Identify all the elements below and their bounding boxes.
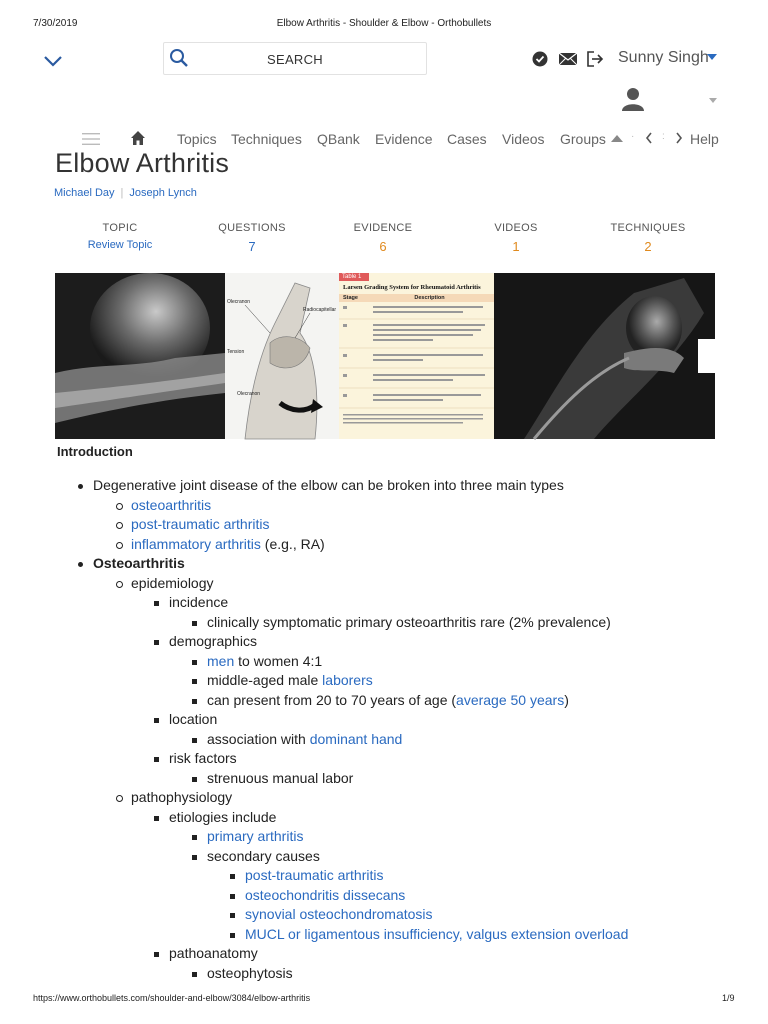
stat-evidence[interactable]	[318, 222, 448, 254]
link-dominant-hand[interactable]: dominant hand	[309, 730, 403, 747]
outline-item	[207, 613, 737, 633]
outline-text: pathoanatomy	[169, 945, 258, 961]
chevron-left-icon[interactable]	[645, 132, 653, 144]
outline-text: osteophytosis	[207, 964, 293, 981]
outline-text: clinically symptomatic primary osteoarthritis rare (2% prevalence)	[207, 613, 611, 630]
stat-value[interactable]: 7	[248, 239, 256, 254]
link-post-traumatic-arthritis[interactable]: post-traumatic arthritis	[131, 516, 270, 532]
outline-text: middle-aged male	[207, 672, 323, 688]
outline-item	[245, 886, 737, 906]
footer-url: https://www.orthobullets.com/shoulder-and-elbow/3084/elbow-arthritis	[33, 993, 311, 1003]
stat-value[interactable]: 1	[512, 239, 520, 254]
chevron-down-icon[interactable]	[40, 48, 66, 74]
outline-item	[169, 632, 737, 710]
outline-text: association with	[207, 730, 310, 747]
outline-text: epidemiology	[131, 574, 214, 591]
outline-text: Degenerative joint disease of the elbow can be broken into three main types	[93, 477, 564, 493]
print-date: 7/30/2019	[33, 18, 78, 29]
outline-item	[207, 652, 737, 672]
stat-topic[interactable]	[55, 222, 185, 251]
caret-up-icon[interactable]	[611, 134, 623, 142]
stat-questions[interactable]	[187, 222, 317, 254]
outline-item	[207, 730, 737, 750]
ct-scan-image[interactable]	[494, 273, 715, 439]
outline-item	[207, 769, 737, 789]
svg-text:Olecranon: Olecranon	[237, 391, 261, 397]
outline-item	[131, 788, 737, 983]
outline-item	[169, 593, 737, 632]
outline-item	[245, 925, 737, 945]
link-post-traumatic-arthritis[interactable]: post-traumatic arthritis	[245, 867, 384, 883]
mail-icon[interactable]	[558, 48, 578, 70]
outline-item	[169, 944, 737, 983]
link-men[interactable]: men	[207, 652, 235, 669]
link-primary-arthritis[interactable]: primary arthritis	[207, 828, 304, 844]
outline-text: pathophysiology	[131, 789, 233, 805]
avatar-caret-icon[interactable]	[709, 98, 717, 103]
stat-videos[interactable]	[451, 222, 581, 254]
home-icon[interactable]	[130, 130, 146, 146]
link-synovial-osteochondromatosis[interactable]: synovial osteochondromatosis	[245, 906, 433, 922]
section-heading-introduction: Introduction	[57, 444, 133, 459]
nav-qbank[interactable]: QBank	[317, 131, 360, 147]
chevron-right-icon[interactable]	[675, 132, 683, 144]
outline-text: strenuous manual labor	[207, 769, 354, 786]
stat-value[interactable]: 6	[379, 239, 387, 254]
nav-topics[interactable]: Topics	[177, 131, 217, 147]
table-title: Larsen Grading System for Rheumatoid Arthritis	[343, 284, 481, 291]
stat-label: QUESTIONS	[218, 222, 286, 234]
outline-text: etiologies include	[169, 808, 277, 825]
stat-value[interactable]: 2	[644, 239, 652, 254]
stat-label: TOPIC	[102, 222, 138, 234]
outline-item	[131, 496, 737, 516]
outline-text: incidence	[169, 594, 229, 610]
author-separator: |	[120, 187, 124, 199]
check-circle-icon[interactable]	[531, 48, 549, 70]
outline-text: )	[564, 691, 569, 708]
stat-label: EVIDENCE	[353, 222, 413, 234]
outline-item	[131, 574, 737, 789]
nav-groups[interactable]: Groups	[560, 131, 606, 147]
menu-icon[interactable]	[82, 132, 100, 146]
outline-text: location	[169, 711, 218, 727]
nav-videos[interactable]: Videos	[502, 131, 545, 147]
nav-evidence[interactable]: Evidence	[375, 131, 433, 147]
outline-list	[93, 476, 737, 983]
outline-item	[207, 671, 737, 691]
link-osteoarthritis[interactable]: osteoarthritis	[131, 496, 212, 513]
caret-down-icon[interactable]	[707, 54, 717, 60]
outline-item	[245, 905, 737, 925]
table-col-stage: Stage	[343, 295, 358, 301]
user-name[interactable]: Sunny Singh	[618, 49, 709, 66]
author-link[interactable]: Michael Day	[54, 187, 115, 199]
table-header	[339, 294, 494, 302]
page-title: Elbow Arthritis	[55, 148, 230, 178]
topic-content	[57, 444, 737, 983]
outline-text: demographics	[169, 633, 257, 649]
print-title: Elbow Arthritis - Shoulder & Elbow - Orthobullets	[276, 18, 492, 29]
outline-text: can present from 20 to 70 years of age (	[207, 691, 457, 708]
svg-text:Tension: Tension	[227, 349, 245, 355]
outline-item	[207, 827, 737, 847]
search-input[interactable]	[163, 42, 427, 75]
outline-item	[93, 476, 737, 554]
nav-cases[interactable]: Cases	[447, 131, 487, 147]
stat-label: TECHNIQUES	[610, 222, 686, 234]
author-list	[54, 187, 197, 199]
author-link[interactable]: Joseph Lynch	[129, 187, 197, 199]
stat-value[interactable]: Review Topic	[87, 239, 153, 251]
outline-item	[169, 710, 737, 749]
table-body	[339, 302, 494, 432]
user-avatar-icon[interactable]	[621, 86, 645, 112]
outline-text: risk factors	[169, 750, 237, 766]
footer-page-number: 1/9	[722, 993, 735, 1003]
link-osteochondritis-dissecans[interactable]: osteochondritis dissecans	[245, 886, 406, 903]
outline-item	[245, 866, 737, 886]
xray-image[interactable]	[55, 273, 225, 439]
outline-item	[169, 808, 737, 945]
nav-dot: :	[662, 131, 665, 142]
stat-label: VIDEOS	[494, 222, 538, 234]
image-gallery[interactable]	[55, 273, 715, 439]
link-laborers[interactable]: laborers	[322, 672, 373, 688]
outline-text: to women 4:1	[234, 652, 323, 669]
table-col-desc: Description	[414, 295, 445, 301]
outline-item	[207, 847, 737, 945]
outline-item	[131, 515, 737, 535]
table-tag: Table 1	[339, 273, 369, 281]
stat-techniques[interactable]	[583, 222, 713, 254]
outline-text: secondary causes	[207, 847, 320, 864]
outline-item	[93, 554, 737, 983]
section-heading-osteoarthritis: Osteoarthritis	[93, 555, 185, 571]
elbow-diagram-image[interactable]	[225, 273, 339, 439]
outline-text: (e.g., RA)	[260, 535, 325, 552]
nav-help[interactable]: Help	[690, 131, 719, 147]
outline-item	[131, 535, 737, 555]
main-nav	[0, 130, 768, 150]
nav-techniques[interactable]: Techniques	[231, 131, 302, 147]
svg-text:Olecranon: Olecranon	[227, 299, 251, 305]
link-mucl-insufficiency[interactable]: MUCL or ligamentous insufficiency, valgus extension overload	[245, 925, 629, 942]
search-placeholder: SEARCH	[267, 52, 323, 67]
logout-icon[interactable]	[585, 48, 605, 70]
outline-item	[207, 964, 737, 984]
larsen-table-image[interactable]	[339, 273, 494, 439]
outline-item	[207, 691, 737, 711]
nav-dot: ·	[631, 131, 635, 142]
link-average-age[interactable]: average 50 years	[456, 691, 565, 708]
svg-text:Radiocapitellar: Radiocapitellar	[303, 307, 337, 313]
link-inflammatory-arthritis[interactable]: inflammatory arthritis	[131, 535, 261, 552]
outline-item	[169, 749, 737, 788]
